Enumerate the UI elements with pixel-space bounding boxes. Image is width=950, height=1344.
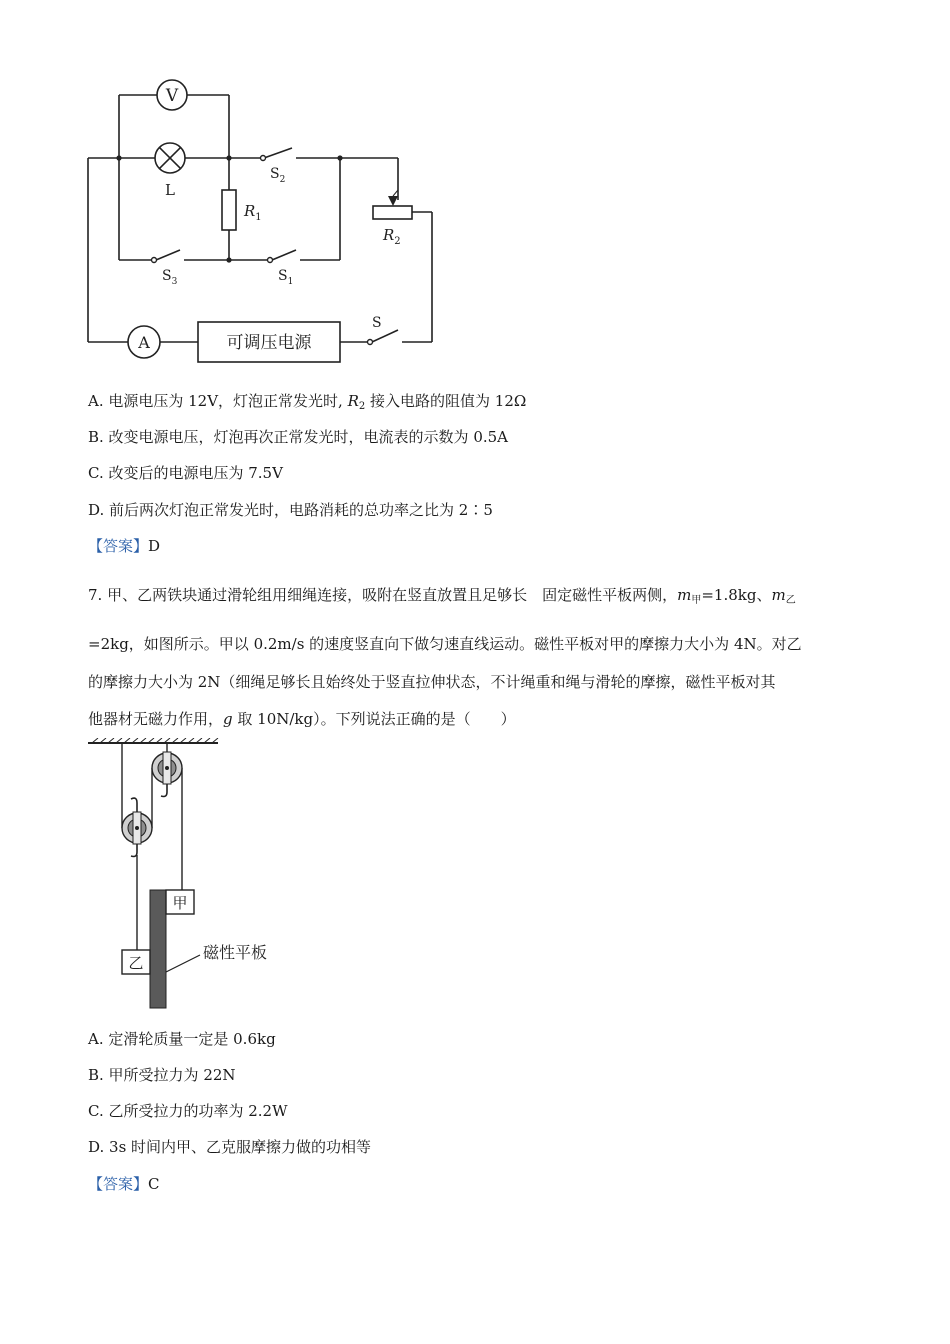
svg-text:S2 <box>270 166 285 185</box>
s-label: S <box>372 315 382 331</box>
r1-label: R <box>244 202 256 220</box>
q6-option-c: C. 改变后的电源电压为 7.5V <box>88 464 283 482</box>
q6-option-a <box>88 391 526 417</box>
q6-option-a-r: R <box>347 392 359 410</box>
board-label: 磁性平板 <box>203 943 268 962</box>
q6-option-a-sub: 2 <box>358 401 366 412</box>
q7-option-c: C. 乙所受拉力的功率为 2.2W <box>88 1102 288 1120</box>
q7-line4-post: 取 10N/kg）。下列说法正确的是（ ） <box>232 710 516 728</box>
q6-answer-label: 【答案】 <box>88 537 149 555</box>
q7-stem-line-3: 的摩擦力大小为 2N（细绳足够长且始终处于竖直拉伸状态，不计绳重和绳与滑轮的摩擦，磁性平板对其 <box>88 673 776 691</box>
s3-sub: 3 <box>171 277 178 287</box>
block-yi-label: 乙 <box>128 954 144 972</box>
q6-option-b: B. 改变电源电压，灯泡再次正常发光时，电流表的示数为 0.5A <box>88 428 509 446</box>
q7-option-b: B. 甲所受拉力为 22N <box>88 1066 236 1084</box>
q7-m-jia: m <box>677 586 692 604</box>
q6-option-a-pre: A. 电源电压为 12V，灯泡正常发光时, <box>88 392 348 410</box>
svg-text:R1 <box>243 202 262 223</box>
s2-label: S <box>270 166 280 182</box>
voltmeter-label: V <box>165 86 179 106</box>
power-supply-label: 可调压电源 <box>226 333 312 353</box>
q7-option-a: A. 定滑轮质量一定是 0.6kg <box>88 1030 276 1048</box>
q7-yi-sub: 乙 <box>785 595 796 606</box>
q7-answer <box>88 1174 160 1194</box>
q7-stem-line-4 <box>88 709 516 729</box>
q7-stem-line-1 <box>88 585 796 611</box>
r1-sub: 1 <box>255 212 262 223</box>
s2-sub: 2 <box>279 175 286 185</box>
s3-label: S <box>162 268 172 284</box>
svg-text:S1 <box>278 268 293 287</box>
circuit-diagram <box>80 70 450 370</box>
q7-answer-label: 【答案】 <box>88 1175 149 1193</box>
q7-option-d: D. 3s 时间内甲、乙克服摩擦力做的功相等 <box>88 1138 372 1156</box>
pulley-figure <box>84 738 304 1013</box>
q7-m-jia-val: =1.8kg、 <box>701 586 772 604</box>
q7-g: g <box>223 710 233 728</box>
svg-text:R2 <box>382 226 401 247</box>
s1-sub: 1 <box>287 277 294 287</box>
s1-label: S <box>278 268 288 284</box>
r2-sub: 2 <box>394 236 401 247</box>
ammeter-label: A <box>138 333 150 352</box>
block-jia-label: 甲 <box>172 894 188 912</box>
q7-answer-value: C <box>148 1175 160 1193</box>
q6-option-a-post: 接入电路的阻值为 12Ω <box>365 392 527 410</box>
q6-answer <box>88 536 160 556</box>
q7-line4-pre: 他器材无磁力作用， <box>88 710 224 728</box>
q6-option-d: D. 前后两次灯泡正常发光时，电路消耗的总功率之比为 2∶5 <box>88 501 493 519</box>
svg-text:S3 <box>162 268 178 287</box>
q7-line1-text: 7. 甲、乙两铁块通过滑轮组用细绳连接，吸附在竖直放置且足够长 固定磁性平板两侧， <box>88 586 678 604</box>
q7-jia-sub: 甲 <box>691 595 702 606</box>
q6-answer-value: D <box>148 537 161 555</box>
q7-m-yi: m <box>771 586 786 604</box>
q7-stem-line-2: =2kg，如图所示。甲以 0.2m/s 的速度竖直向下做匀速直线运动。磁性平板对甲的摩擦力大小为 4N。对乙 <box>88 635 802 653</box>
r2-label: R <box>383 226 395 244</box>
lamp-label: L <box>165 181 175 199</box>
